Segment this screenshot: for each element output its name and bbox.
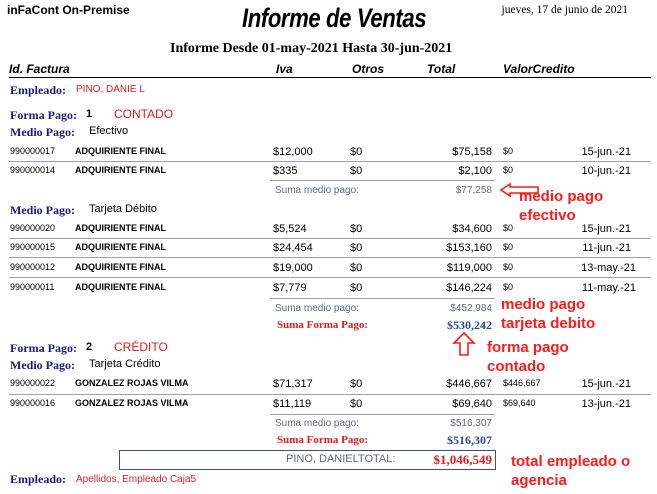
suma-medio-value: $516,307: [450, 418, 492, 429]
medio-pago-name: Tarjeta Débito: [89, 203, 157, 215]
up-arrow-icon: [452, 331, 476, 357]
invoice-date: 15-jun.-21: [581, 223, 631, 235]
suma-medio-label: Suma medio pago:: [275, 185, 359, 196]
invoice-id: 990000022: [10, 378, 56, 388]
invoice-id: 990000011: [10, 282, 55, 292]
medio-pago-name: Efectivo: [89, 125, 129, 137]
iva-value: $24,454: [273, 242, 313, 254]
invoice-id: 990000020: [10, 223, 56, 233]
annotation-efectivo: medio pago efectivo: [519, 188, 604, 224]
suma-forma-value: $516,307: [447, 433, 492, 447]
invoice-id: 990000016: [10, 398, 56, 408]
invoice-date: 13-may.-21: [581, 262, 636, 274]
iva-value: $19,000: [273, 262, 313, 274]
sum-rule: [270, 298, 495, 299]
credito-value: $0: [503, 282, 514, 292]
col-iva: Iva: [276, 62, 293, 76]
forma-pago-name: CONTADO: [114, 107, 174, 121]
client-name: ADQUIRIENTE FINAL: [75, 282, 166, 292]
iva-value: $71,317: [273, 378, 313, 390]
empleado-name: PINO, DANIE L: [76, 84, 145, 95]
company-name: inFaCont On-Premise: [7, 3, 130, 17]
credito-value: $446,667: [503, 378, 541, 388]
total-value: $75,158: [452, 146, 492, 158]
total-value: $446,667: [446, 378, 492, 390]
col-total: Total: [427, 62, 456, 76]
otros-value: $0: [350, 378, 363, 390]
iva-value: $335: [273, 165, 298, 177]
forma-pago-name: CRÉDITO: [114, 340, 168, 354]
client-name: GONZALEZ ROJAS VILMA: [75, 398, 189, 408]
otros-value: $0: [350, 223, 363, 235]
medio-pago-label: Medio Pago:: [10, 203, 75, 217]
client-name: ADQUIRIENTE FINAL: [75, 165, 166, 175]
otros-value: $0: [350, 282, 363, 294]
total-value: $69,640: [452, 398, 492, 410]
client-name: ADQUIRIENTE FINAL: [75, 223, 166, 233]
annotation-empleado: total empleado o agencia: [511, 453, 631, 489]
suma-medio-value: $452,984: [450, 303, 492, 314]
total-value: $34,600: [452, 223, 492, 235]
credito-value: $0: [503, 146, 514, 156]
suma-medio-value: $77,258: [455, 185, 492, 196]
otros-value: $0: [350, 262, 363, 274]
forma-pago-number: 2: [86, 341, 93, 353]
otros-value: $0: [350, 146, 363, 158]
total-value: $153,160: [446, 242, 492, 254]
medio-pago-name: Tarjeta Crédito: [89, 358, 161, 370]
forma-pago-number: 1: [86, 108, 93, 120]
row-divider: [9, 277, 651, 278]
col-factura: Id. Factura: [9, 62, 70, 76]
forma-pago-label: Forma Pago:: [10, 108, 77, 122]
suma-forma-label: Suma Forma Pago:: [277, 319, 369, 331]
otros-value: $0: [350, 242, 363, 254]
otros-value: $0: [350, 398, 363, 410]
credito-value: $0: [503, 223, 514, 233]
credito-value: $0: [503, 262, 514, 272]
header-rule: [9, 77, 651, 78]
annotation-debito: medio pago tarjeta debito: [501, 296, 596, 332]
invoice-date: 11-may.-21: [581, 282, 636, 294]
report-subtitle: Informe Desde 01-may-2021 Hasta 30-jun-2021: [170, 41, 453, 56]
col-valor-credito: ValorCredito: [503, 62, 575, 76]
sum-rule: [270, 180, 495, 181]
sum-rule: [270, 414, 495, 415]
row-divider: [9, 394, 651, 395]
total-value: $146,224: [446, 282, 492, 294]
suma-medio-label: Suma medio pago:: [275, 418, 359, 429]
invoice-id: 990000014: [10, 165, 56, 175]
row-divider: [9, 161, 651, 162]
total-value: $2,100: [458, 165, 492, 177]
suma-forma-label: Suma Forma Pago:: [277, 434, 369, 446]
client-name: GONZALEZ ROJAS VILMA: [75, 378, 189, 388]
employee-total-label: PINO, DANIELTOTAL:: [286, 453, 396, 465]
employee-total-value: $1,046,549: [433, 452, 492, 467]
iva-value: $11,119: [273, 398, 312, 410]
row-divider: [9, 257, 651, 258]
iva-value: $5,524: [273, 223, 307, 235]
client-name: ADQUIRIENTE FINAL: [75, 146, 166, 156]
forma-pago-label: Forma Pago:: [10, 341, 77, 355]
suma-forma-value: $530,242: [447, 318, 492, 332]
col-otros: Otros: [352, 62, 385, 76]
left-arrow-icon: [499, 182, 541, 198]
invoice-date: 15-jun.-21: [581, 146, 631, 158]
row-divider: [9, 238, 651, 239]
medio-pago-label: Medio Pago:: [10, 125, 75, 139]
credito-value: $69,640: [503, 398, 536, 408]
report-title: Informe de Ventas: [242, 3, 427, 33]
invoice-date: 13-jun.-21: [581, 398, 631, 410]
iva-value: $7,779: [273, 282, 307, 294]
medio-pago-label: Medio Pago:: [10, 358, 75, 372]
invoice-id: 990000015: [10, 242, 56, 252]
annotation-contado: forma pago contado: [487, 339, 569, 375]
suma-medio-label: Suma medio pago:: [275, 303, 359, 314]
invoice-id: 990000017: [10, 146, 56, 156]
otros-value: $0: [350, 165, 363, 177]
total-value: $119,000: [446, 262, 492, 274]
client-name: ADQUIRIENTE FINAL: [75, 242, 166, 252]
report-date: jueves, 17 de junio de 2021: [501, 4, 628, 16]
credito-value: $0: [503, 165, 514, 175]
iva-value: $12,000: [273, 146, 313, 158]
empleado-name: Apellidos, Empleado Caja5: [76, 474, 197, 485]
empleado-label: Empleado:: [10, 472, 67, 486]
invoice-date: 15-jun.-21: [581, 378, 631, 390]
invoice-date: 10-jun.-21: [581, 165, 631, 177]
credito-value: $0: [503, 242, 514, 252]
client-name: ADQUIRIENTE FINAL: [75, 262, 166, 272]
invoice-date: 11-jun.-21: [582, 242, 631, 254]
empleado-label: Empleado:: [10, 83, 67, 97]
invoice-id: 990000012: [10, 262, 56, 272]
